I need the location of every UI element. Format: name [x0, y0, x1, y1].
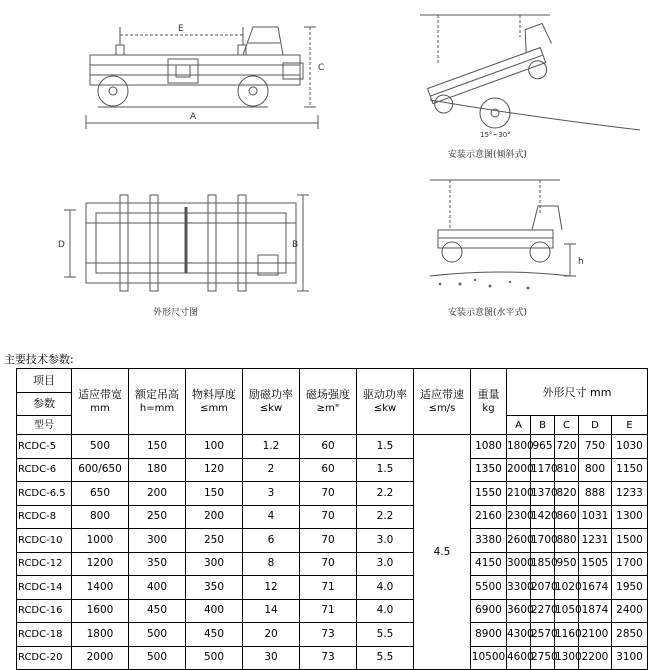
dim-e-cell: 1233 [612, 482, 648, 506]
header-col-5 [357, 369, 414, 435]
model-cell: RCDC-18 [17, 623, 72, 647]
header-col-unit: ≤m/s [428, 402, 456, 414]
table-row [17, 552, 648, 576]
drive-power-cell: 5.5 [357, 623, 414, 647]
tilted-install-drawing [410, 5, 650, 145]
table-row [17, 458, 648, 482]
dim-a-cell: 2000 [507, 458, 531, 482]
header-outline-sub-E: E [612, 416, 648, 435]
header-col-4 [300, 369, 357, 435]
dim-d-cell: 800 [579, 458, 612, 482]
belt-width-cell: 800 [72, 505, 129, 529]
dim-e-cell: 1950 [612, 576, 648, 600]
weight-cell: 1350 [471, 458, 507, 482]
dim-b-cell: 2270 [531, 599, 555, 623]
header-col-unit: mm [90, 402, 110, 414]
dim-c-cell: 820 [555, 482, 579, 506]
dim-b-cell: 1700 [531, 529, 555, 553]
dim-d-cell: 750 [579, 435, 612, 459]
header-col-unit: ≥m" [316, 402, 340, 414]
dim-d-cell: 1505 [579, 552, 612, 576]
dim-e-cell: 2850 [612, 623, 648, 647]
model-cell: RCDC-14 [17, 576, 72, 600]
weight-cell: 1550 [471, 482, 507, 506]
spec-table-body [17, 369, 648, 670]
lift-height-cell: 400 [129, 576, 186, 600]
lift-height-cell: 250 [129, 505, 186, 529]
weight-cell: 4150 [471, 552, 507, 576]
excitation-power-cell: 2 [243, 458, 300, 482]
weight-cell: 5500 [471, 576, 507, 600]
horizontal-install-drawing [420, 172, 640, 302]
table-row [17, 435, 648, 459]
material-thickness-cell: 500 [186, 646, 243, 670]
header-col-unit: kg [482, 402, 495, 414]
outline-dimension-caption: 外形尺寸图 [153, 308, 199, 318]
weight-cell: 10500 [471, 646, 507, 670]
drive-power-cell: 5.5 [357, 646, 414, 670]
belt-speed-cell: 4.5 [414, 435, 471, 670]
material-thickness-cell: 300 [186, 552, 243, 576]
dim-e-cell: 1300 [612, 505, 648, 529]
side-view-drawing [78, 15, 338, 135]
dim-d-cell: 1874 [579, 599, 612, 623]
excitation-power-cell: 14 [243, 599, 300, 623]
dim-b-cell: 2750 [531, 646, 555, 670]
dim-c-cell: 720 [555, 435, 579, 459]
dim-a-cell: 4600 [507, 646, 531, 670]
weight-cell: 1080 [471, 435, 507, 459]
header-col-title: 磁场强度 [306, 387, 350, 401]
dim-d-cell: 2100 [579, 623, 612, 647]
excitation-power-cell: 20 [243, 623, 300, 647]
dim-d-cell: 1231 [579, 529, 612, 553]
dim-c-cell: 1160 [555, 623, 579, 647]
field-strength-cell: 60 [300, 435, 357, 459]
header-col-1 [129, 369, 186, 435]
dim-h-label: h [578, 257, 584, 267]
drive-power-cell: 4.0 [357, 599, 414, 623]
drive-power-cell: 1.5 [357, 435, 414, 459]
field-strength-cell: 70 [300, 482, 357, 506]
header-outline-cell: 外形尺寸 mm [507, 369, 648, 416]
dim-c-cell: 1050 [555, 599, 579, 623]
weight-cell: 6900 [471, 599, 507, 623]
lift-height-cell: 350 [129, 552, 186, 576]
dim-c-label: C [318, 63, 325, 73]
table-row [17, 576, 648, 600]
dim-c-cell: 950 [555, 552, 579, 576]
lift-height-cell: 150 [129, 435, 186, 459]
dim-a-cell: 3300 [507, 576, 531, 600]
tilted-install-caption: 安装示意图(倾斜式) [448, 150, 528, 160]
weight-cell: 8900 [471, 623, 507, 647]
spec-table [16, 368, 648, 670]
dim-a-cell: 4300 [507, 623, 531, 647]
model-cell: RCDC-8 [17, 505, 72, 529]
dim-c-cell: 1300 [555, 646, 579, 670]
dim-a-cell: 2100 [507, 482, 531, 506]
header-col-unit: ≤kw [259, 402, 283, 414]
header-col-title: 重量 [477, 387, 500, 401]
dim-c-cell: 1020 [555, 576, 579, 600]
drive-power-cell: 4.0 [357, 576, 414, 600]
header-outline-sub-A: A [507, 416, 531, 435]
model-cell: RCDC-6 [17, 458, 72, 482]
field-strength-cell: 73 [300, 623, 357, 647]
field-strength-cell: 60 [300, 458, 357, 482]
header-col-title: 适应带宽 [78, 387, 122, 401]
lift-height-cell: 200 [129, 482, 186, 506]
header-col-title: 物料厚度 [192, 387, 236, 401]
table-row [17, 599, 648, 623]
model-cell: RCDC-10 [17, 529, 72, 553]
header-col-title: 驱动功率 [363, 387, 407, 401]
dim-c-cell: 810 [555, 458, 579, 482]
excitation-power-cell: 12 [243, 576, 300, 600]
lift-height-cell: 450 [129, 599, 186, 623]
dim-d-cell: 2200 [579, 646, 612, 670]
dim-e-cell: 1030 [612, 435, 648, 459]
field-strength-cell: 73 [300, 646, 357, 670]
header-col-title: 励磁功率 [249, 387, 293, 401]
weight-cell: 3380 [471, 529, 507, 553]
excitation-power-cell: 3 [243, 482, 300, 506]
table-row [17, 529, 648, 553]
lift-height-cell: 500 [129, 646, 186, 670]
horizontal-install-caption: 安装示意图(水平式) [448, 308, 528, 318]
field-strength-cell: 71 [300, 576, 357, 600]
header-outline-sub-D: D [579, 416, 612, 435]
dim-d-cell: 1674 [579, 576, 612, 600]
excitation-power-cell: 4 [243, 505, 300, 529]
belt-width-cell: 600/650 [72, 458, 129, 482]
material-thickness-cell: 350 [186, 576, 243, 600]
belt-width-cell: 1400 [72, 576, 129, 600]
field-strength-cell: 70 [300, 552, 357, 576]
material-thickness-cell: 450 [186, 623, 243, 647]
belt-width-cell: 2000 [72, 646, 129, 670]
excitation-power-cell: 1.2 [243, 435, 300, 459]
dim-d-cell: 888 [579, 482, 612, 506]
field-strength-cell: 70 [300, 529, 357, 553]
dim-a-cell: 1800 [507, 435, 531, 459]
table-row [17, 623, 648, 647]
field-strength-cell: 71 [300, 599, 357, 623]
belt-width-cell: 1600 [72, 599, 129, 623]
belt-width-cell: 650 [72, 482, 129, 506]
dim-a-cell: 2300 [507, 505, 531, 529]
header-col-2 [186, 369, 243, 435]
dim-d-label: D [58, 240, 65, 250]
material-thickness-cell: 200 [186, 505, 243, 529]
excitation-power-cell: 6 [243, 529, 300, 553]
header-col-0 [72, 369, 129, 435]
dim-c-cell: 860 [555, 505, 579, 529]
dim-b-label: B [292, 240, 299, 250]
header-col-unit: h=mm [139, 402, 175, 414]
excitation-power-cell: 30 [243, 646, 300, 670]
header-outline-sub-B: B [531, 416, 555, 435]
table-row [17, 482, 648, 506]
drive-power-cell: 3.0 [357, 529, 414, 553]
belt-width-cell: 1800 [72, 623, 129, 647]
belt-width-cell: 500 [72, 435, 129, 459]
dim-a-cell: 3600 [507, 599, 531, 623]
table-row [17, 505, 648, 529]
material-thickness-cell: 150 [186, 482, 243, 506]
header-col-6 [414, 369, 471, 435]
dim-e-label: E [178, 24, 184, 34]
material-thickness-cell: 120 [186, 458, 243, 482]
lift-height-cell: 180 [129, 458, 186, 482]
weight-cell: 2160 [471, 505, 507, 529]
header-item-cell: 项目 [17, 369, 72, 393]
drive-power-cell: 3.0 [357, 552, 414, 576]
model-cell: RCDC-5 [17, 435, 72, 459]
drive-power-cell: 2.2 [357, 505, 414, 529]
dim-e-cell: 3100 [612, 646, 648, 670]
top-view-drawing [58, 185, 318, 300]
drive-power-cell: 1.5 [357, 458, 414, 482]
dim-b-cell: 1420 [531, 505, 555, 529]
dim-e-cell: 2400 [612, 599, 648, 623]
field-strength-cell: 70 [300, 505, 357, 529]
header-col-3 [243, 369, 300, 435]
model-cell: RCDC-20 [17, 646, 72, 670]
excitation-power-cell: 8 [243, 552, 300, 576]
lift-height-cell: 500 [129, 623, 186, 647]
dim-b-cell: 1370 [531, 482, 555, 506]
dim-a-cell: 2600 [507, 529, 531, 553]
header-col-unit: ≤kw [373, 402, 397, 414]
header-model-cell: 型号 [17, 416, 72, 435]
dim-e-cell: 1700 [612, 552, 648, 576]
dim-b-cell: 1850 [531, 552, 555, 576]
model-cell: RCDC-12 [17, 552, 72, 576]
dim-c-cell: 880 [555, 529, 579, 553]
header-param-cell: 参数 [17, 392, 72, 416]
dim-b-cell: 965 [531, 435, 555, 459]
belt-width-cell: 1200 [72, 552, 129, 576]
header-row [17, 369, 648, 393]
header-col-title: 适应带速 [420, 387, 464, 401]
dim-a-cell: 3000 [507, 552, 531, 576]
material-thickness-cell: 400 [186, 599, 243, 623]
tilt-angle-label: 15°~30° [480, 131, 511, 139]
header-col-unit: ≤mm [200, 402, 228, 414]
dim-b-cell: 2570 [531, 623, 555, 647]
belt-width-cell: 1000 [72, 529, 129, 553]
dim-b-cell: 1170 [531, 458, 555, 482]
header-col-7 [471, 369, 507, 435]
dim-e-cell: 1500 [612, 529, 648, 553]
model-cell: RCDC-16 [17, 599, 72, 623]
drive-power-cell: 2.2 [357, 482, 414, 506]
dim-a-label: A [190, 112, 197, 122]
material-thickness-cell: 250 [186, 529, 243, 553]
dim-e-cell: 1150 [612, 458, 648, 482]
lift-height-cell: 300 [129, 529, 186, 553]
dim-b-cell: 2070 [531, 576, 555, 600]
dim-d-cell: 1031 [579, 505, 612, 529]
model-cell: RCDC-6.5 [17, 482, 72, 506]
material-thickness-cell: 100 [186, 435, 243, 459]
table-heading: 主要技术参数: [4, 353, 74, 366]
table-row [17, 646, 648, 670]
header-outline-sub-C: C [555, 416, 579, 435]
header-col-title: 额定吊高 [135, 387, 179, 401]
